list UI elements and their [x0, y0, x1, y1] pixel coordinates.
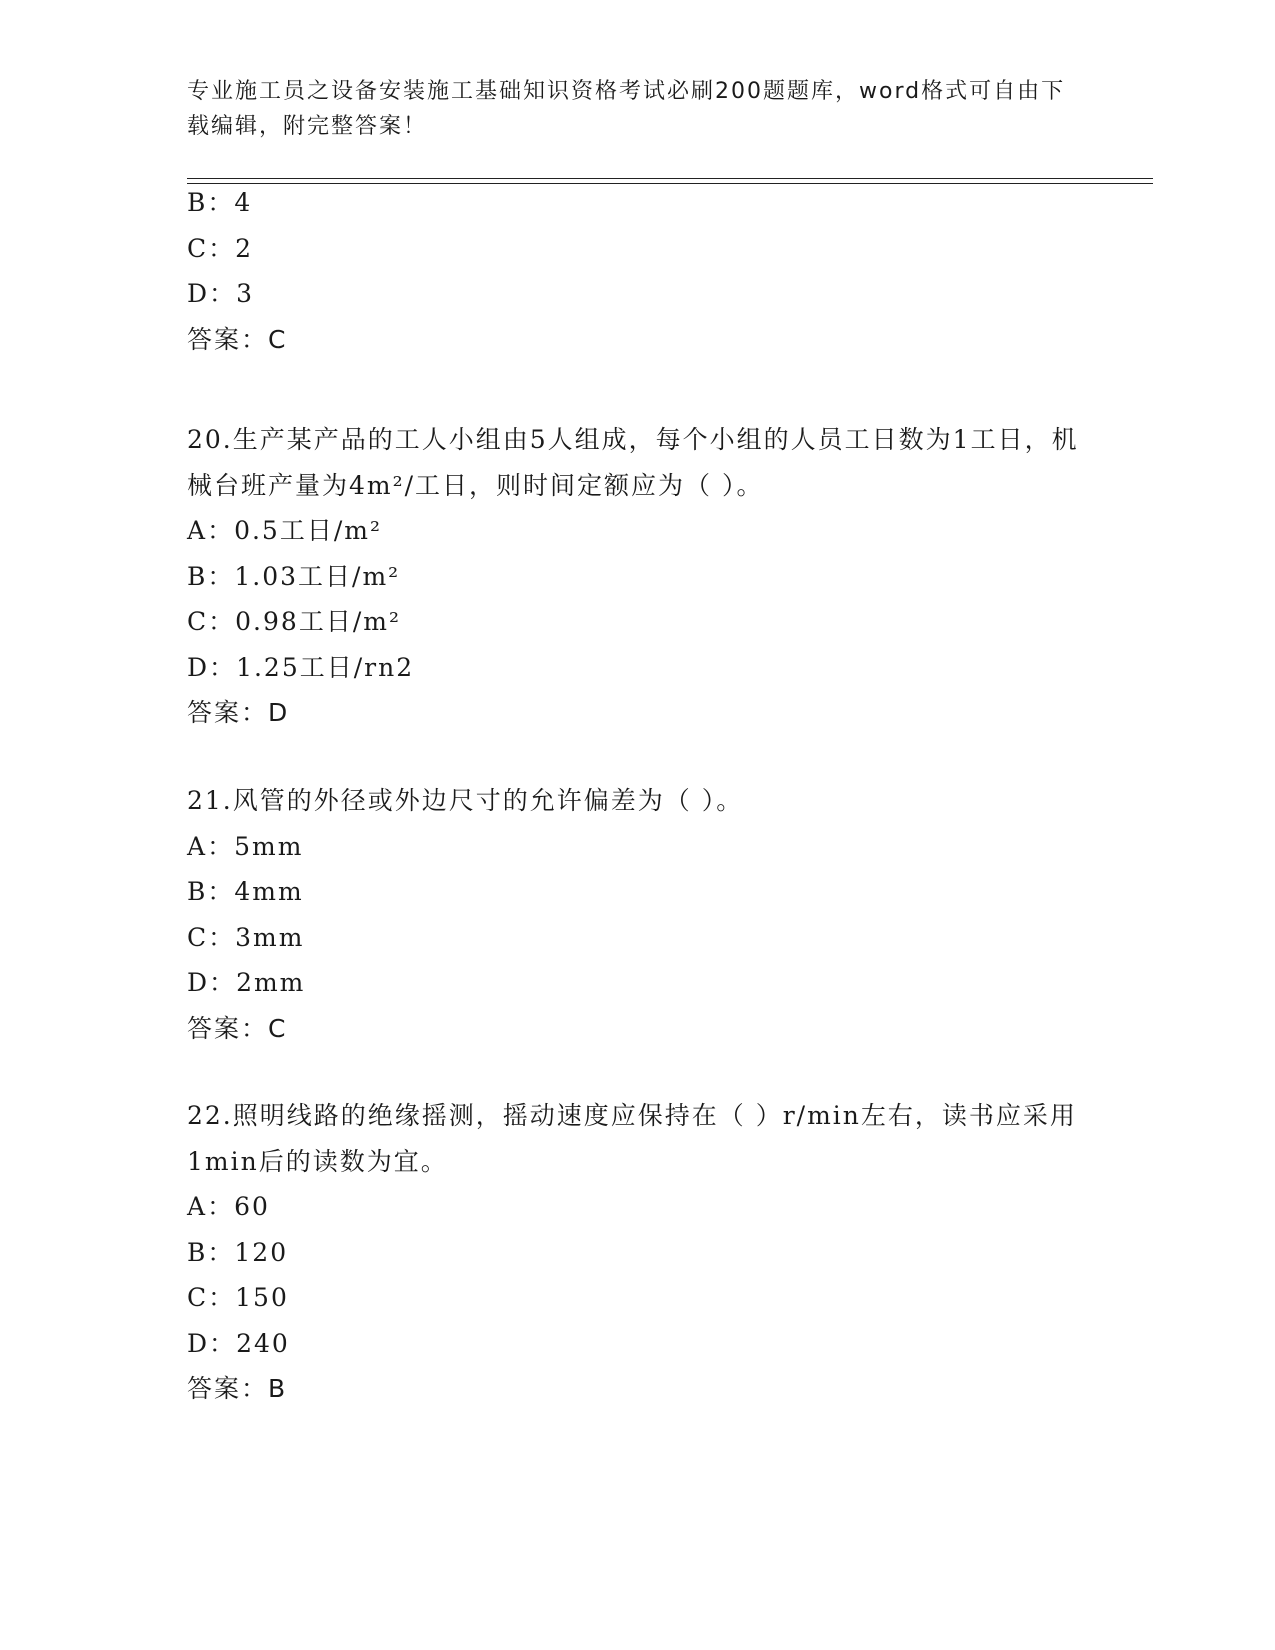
question-block — [187, 778, 1087, 1051]
question-block — [187, 417, 1087, 736]
option-text: 3mm — [235, 922, 305, 952]
option-line: C：0.98工日/m² — [187, 607, 401, 636]
option-line: D：240 — [187, 1328, 290, 1358]
answer-line: 答案：D — [187, 698, 290, 727]
question-block — [187, 1093, 1087, 1412]
option-key: B — [187, 188, 208, 217]
question-stem: 20.生产某产品的工人小组由5人组成，每个小组的人员工日数为1工日，机械台班产量为4m²/工日，则时间定额应为（ ）。 — [187, 425, 1079, 500]
option-key: C — [187, 922, 209, 952]
header-divider-top — [187, 178, 1153, 179]
option-text: 3 — [236, 279, 254, 308]
option-text: 1.25工日/rn2 — [236, 652, 415, 682]
option-line: D：1.25工日/rn2 — [187, 652, 415, 682]
option-key: D — [187, 968, 210, 997]
option-key: A — [187, 516, 208, 545]
option-line: B：1.03工日/m² — [187, 561, 401, 591]
option-text: 2 — [235, 233, 254, 263]
option-text: 120 — [234, 1237, 289, 1267]
option-key: A — [187, 1192, 208, 1221]
option-line: C：2 — [187, 233, 254, 263]
document-header: 专业施工员之设备安装施工基础知识资格考试必刷200题题库，word格式可自由下载编辑，附完整答案！ — [187, 79, 1066, 139]
option-text: 5mm — [234, 831, 304, 861]
option-key: D — [187, 279, 210, 308]
option-key: B — [187, 561, 208, 591]
option-line: C：150 — [187, 1283, 289, 1312]
option-key: D — [187, 652, 210, 682]
option-line: D：2mm — [187, 968, 306, 997]
option-line: B：4 — [187, 188, 253, 217]
option-key: A — [187, 831, 208, 861]
previous-question-tail — [187, 180, 1087, 362]
option-key: D — [187, 1328, 210, 1358]
option-text: 4mm — [234, 877, 304, 906]
option-text: 1.03工日/m² — [234, 561, 401, 591]
question-stem: 22.照明线路的绝缘摇测，摇动速度应保持在（ ）r/min左右，读书应采用1min后的读数为宜。 — [187, 1101, 1077, 1176]
option-line: A：5mm — [187, 831, 304, 861]
option-text: 4 — [234, 188, 253, 217]
option-text: 60 — [234, 1192, 270, 1221]
option-text: 0.5工日/m² — [234, 516, 382, 545]
answer-line: 答案：C — [187, 324, 288, 354]
option-line: A：0.5工日/m² — [187, 516, 382, 545]
option-line: B：4mm — [187, 877, 304, 906]
option-key: C — [187, 233, 209, 263]
option-line: C：3mm — [187, 922, 305, 952]
option-text: 2mm — [236, 968, 306, 997]
option-text: 0.98工日/m² — [235, 607, 401, 636]
option-key: C — [187, 607, 209, 636]
option-line: B：120 — [187, 1237, 289, 1267]
option-text: 240 — [236, 1328, 290, 1358]
option-key: B — [187, 877, 208, 906]
option-line: D：3 — [187, 279, 254, 308]
answer-line: 答案：C — [187, 1013, 288, 1043]
option-line: A：60 — [187, 1192, 270, 1221]
option-text: 150 — [235, 1283, 289, 1312]
answer-line: 答案：B — [187, 1374, 288, 1403]
option-key: C — [187, 1283, 209, 1312]
option-key: B — [187, 1237, 208, 1267]
question-stem: 21.风管的外径或外边尺寸的允许偏差为（ ）。 — [187, 786, 744, 815]
